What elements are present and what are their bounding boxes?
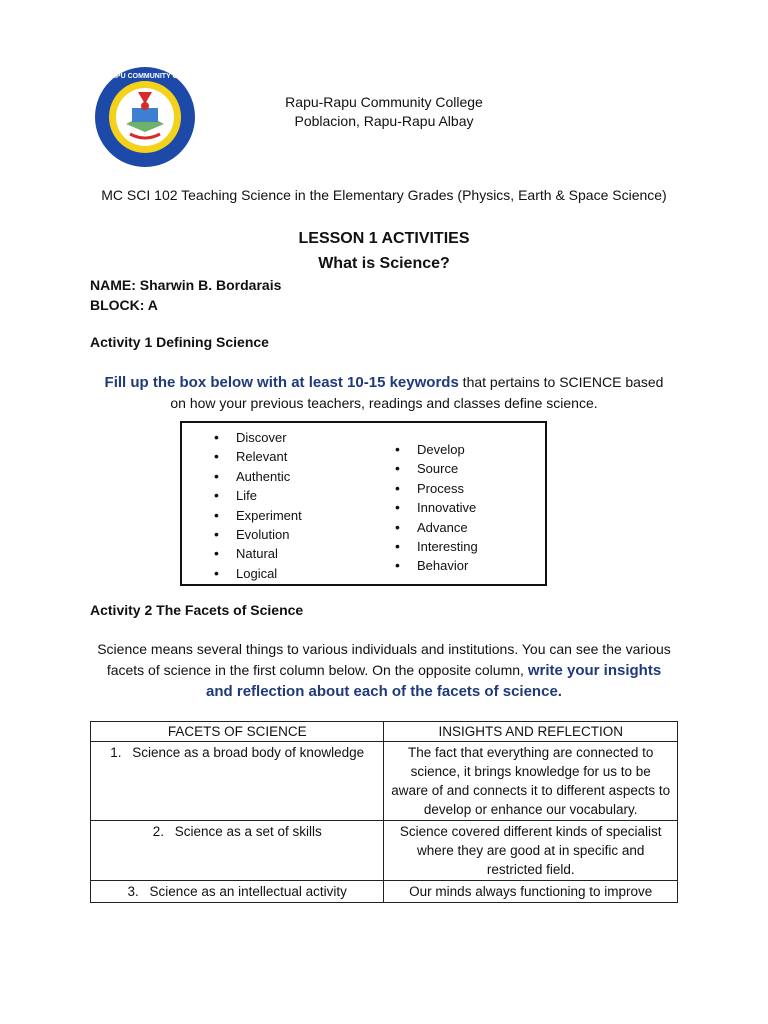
activity1-heading: Activity 1 Defining Science — [90, 334, 269, 350]
college-address: Poblacion, Rapu-Rapu Albay — [294, 113, 474, 129]
keyword-box — [180, 421, 547, 586]
instruction-line2: on how your previous teachers, readings and classes define science. — [170, 395, 598, 411]
svg-text:RAPU-RAPU COMMUNITY COLLEGE: RAPU-RAPU COMMUNITY COLLEGE — [83, 73, 207, 80]
list-item: • Natural — [212, 544, 302, 563]
insight-cell: Science covered different kinds of specialist where they are good at in specific and restricted field. — [384, 821, 678, 881]
para-emphasis2: and reflection about each of the facets of science. — [206, 683, 562, 700]
facet-text: Science as a broad body of knowledge — [132, 745, 365, 760]
list-item: • Authentic — [212, 467, 302, 486]
facet-cell — [91, 881, 384, 903]
table-row — [91, 821, 678, 881]
list-item: • Develop — [393, 440, 478, 459]
instruction-emphasis: Fill up the box below with at least 10-15 keywords — [104, 374, 459, 391]
insight-cell: Our minds always functioning to improve — [384, 881, 678, 903]
activity2-heading: Activity 2 The Facets of Science — [90, 602, 304, 618]
student-block: BLOCK: A — [90, 297, 158, 313]
keyword-list-right — [393, 440, 478, 576]
course-title: MC SCI 102 Teaching Science in the Elementary Grades (Physics, Earth & Space Science) — [101, 187, 667, 203]
list-item: • Advance — [393, 518, 478, 537]
facet-text: Science as a set of skills — [174, 824, 322, 839]
facet-cell — [91, 821, 384, 881]
instruction-rest: that pertains to SCIENCE based — [458, 374, 664, 390]
facet-cell — [91, 742, 384, 821]
list-item: • Source — [393, 459, 478, 478]
activity1-instructions — [0, 372, 768, 414]
list-item: • Logical — [212, 564, 302, 583]
para-line1: Science means several things to various individuals and institutions. You can see the various — [97, 641, 671, 657]
list-item: • Innovative — [393, 498, 478, 517]
facets-table — [90, 721, 678, 903]
facet-text: Science as an intellectual activity — [149, 884, 347, 899]
table-row — [91, 881, 678, 903]
column-header: FACETS OF SCIENCE — [91, 722, 384, 742]
insight-cell: The fact that everything are connected to science, it brings knowledge for us to be aware of and connects it to different aspects to develop or enhance our vocabulary. — [384, 742, 678, 821]
activity2-paragraph — [0, 639, 768, 702]
list-item: • Relevant — [212, 447, 302, 466]
list-item: • Process — [393, 479, 478, 498]
column-header: INSIGHTS AND REFLECTION — [384, 722, 678, 742]
list-item: • Experiment — [212, 506, 302, 525]
lesson-title: LESSON 1 ACTIVITIES — [298, 230, 470, 247]
para-line2: facets of science in the first column below. On the opposite column, — [106, 662, 528, 678]
table-row — [91, 742, 678, 821]
college-name: Rapu-Rapu Community College — [285, 94, 483, 110]
list-item: • Discover — [212, 428, 302, 447]
keyword-list-left — [212, 428, 302, 583]
facet-number: 3. — [127, 884, 139, 899]
lesson-subtitle: What is Science? — [318, 255, 450, 272]
list-item: • Life — [212, 486, 302, 505]
facet-number: 1. — [110, 745, 122, 760]
list-item: • Evolution — [212, 525, 302, 544]
list-item: • Interesting — [393, 537, 478, 556]
table-header-row — [91, 722, 678, 742]
facet-number: 2. — [152, 824, 164, 839]
list-item: • Behavior — [393, 556, 478, 575]
para-emphasis1: write your insights — [527, 662, 662, 679]
student-name: NAME: Sharwin B. Bordarais — [90, 277, 282, 293]
